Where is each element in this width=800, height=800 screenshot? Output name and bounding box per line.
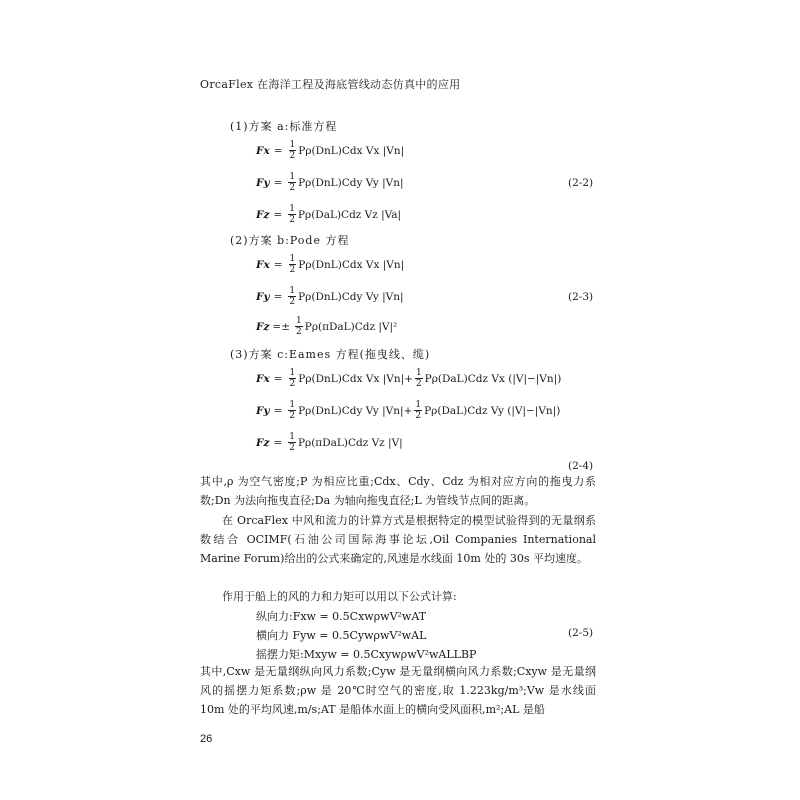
scheme-b-label: (2)方案 b:Pode 方程 [230, 234, 350, 247]
eq-rhs: Pρ(DnL)Cdy Vy |Vn| [298, 290, 404, 303]
eq-lhs: Fx [256, 258, 270, 271]
eq-rhs: Pρ(DnL)Cdx Vx |Vn| [298, 144, 405, 157]
scheme-a-label: (1)方案 a:标准方程 [230, 120, 338, 133]
eq-equals: = [273, 208, 283, 221]
paragraph-coefficients: 其中,Cxw 是无量纲纵向风力系数;Cyw 是无量纲横向风力系数;Cxyw 是无量纲风的摇摆力矩系数;ρw 是 20℃时空气的密度,取 1.223kg/m³;Vw 是水线面 10m 处的平均风速,m/s;AT 是船体水面上的横向受风面积,m²;AL 是船 [200, 665, 596, 716]
half-fraction: $\frac{1}{2}$ [289, 432, 295, 453]
paragraph-ship-forces-intro: 作用于船上的风的力和力矩可以用以下公式计算: [222, 590, 457, 603]
eq-equals: = [273, 258, 283, 271]
paragraph-orcaflex-method: 在 OrcaFlex 中风和流力的计算方式是根据特定的模型试验得到的无量纲系数结合 OCIMF(石油公司国际海事论坛,Oil Companies International Marine Forum)给出的公式来确定的,风速是水线面 10m 处的 30s 平均速度。 [200, 514, 596, 565]
eq-rhs: Pρ(DaL)Cdz Vz |Va| [297, 208, 402, 221]
half-fraction: $\frac{1}{2}$ [289, 140, 296, 161]
equation-c-y [256, 400, 560, 421]
equation-c-x [256, 368, 561, 389]
equation-c-z [256, 432, 403, 453]
half-fraction: $\frac{1}{2}$ [296, 316, 302, 337]
eq-equals: = [273, 290, 283, 303]
eq-rhs: Pρ(πDaL)Cdz |V|² [304, 320, 398, 333]
eqno-2-3: (2-3) [568, 291, 594, 303]
equation-a-y [256, 172, 404, 193]
half-fraction: $\frac{1}{2}$ [289, 204, 295, 225]
moment-yaw: 摇摆力矩:Mxyw = 0.5CxywρwV²wALLBP [256, 648, 477, 661]
eqno-2-4: (2-4) [568, 460, 594, 472]
eq-rhs-part2: Pρ(DaL)Cdz Vx (|V|−|Vn|) [424, 372, 562, 385]
half-fraction: $\frac{1}{2}$ [289, 368, 296, 389]
eq-equals: = [273, 144, 283, 157]
eqno-2-2: (2-2) [568, 177, 594, 189]
eq-equals: = [273, 372, 283, 385]
eq-lhs: Fz [256, 208, 270, 221]
eq-rhs-part1: Pρ(DnL)Cdy Vy |Vn|+ [298, 404, 413, 417]
half-fraction: $\frac{1}{2}$ [289, 254, 296, 275]
eq-lhs: Fz [256, 436, 270, 449]
paragraph-symbols: 其中,ρ 为空气密度;P 为相应比重;Cdx、Cdy、Cdz 为相对应方向的拖曳力系数;Dn 为法向拖曳直径;Da 为轴向拖曳直径;L 为管线节点间的距离。 [200, 475, 596, 507]
eq-equals: = [273, 404, 283, 417]
equation-b-x [256, 254, 404, 275]
eq-lhs: Fy [256, 404, 270, 417]
eq-equals: = [273, 436, 283, 449]
eq-rhs-part2: Pρ(DaL)Cdz Vy (|V|−|Vn|) [424, 404, 561, 417]
half-fraction: $\frac{1}{2}$ [289, 172, 296, 193]
scheme-c-label: (3)方案 c:Eames 方程(拖曳线、缆) [230, 348, 431, 361]
eq-plus-minus: =± [272, 320, 291, 333]
half-fraction: $\frac{1}{2}$ [289, 286, 296, 307]
force-lateral: 横向力 Fyw = 0.5CywρwV²wAL [256, 629, 427, 642]
eq-rhs: Pρ(πDaL)Cdz Vz |V| [297, 436, 403, 449]
eq-rhs: Pρ(DnL)Cdx Vx |Vn| [298, 258, 405, 271]
eq-lhs: Fx [256, 372, 270, 385]
force-longitudinal: 纵向力:Fxw = 0.5CxwρwV²wAT [256, 610, 427, 623]
half-fraction: $\frac{1}{2}$ [289, 400, 296, 421]
eq-rhs: Pρ(DnL)Cdy Vy |Vn| [298, 176, 404, 189]
equation-b-z [256, 316, 397, 337]
eq-lhs: Fy [256, 176, 270, 189]
equation-a-z [256, 204, 401, 225]
eq-equals: = [273, 176, 283, 189]
eq-lhs: Fx [256, 144, 270, 157]
equation-a-x [256, 140, 404, 161]
half-fraction: $\frac{1}{2}$ [415, 368, 422, 389]
running-head: OrcaFlex 在海洋工程及海底管线动态仿真中的应用 [200, 78, 461, 91]
page-number: 26 [200, 733, 213, 745]
eqno-2-5: (2-5) [568, 627, 594, 639]
eq-lhs: Fz [256, 320, 270, 333]
equation-b-y [256, 286, 404, 307]
eq-rhs-part1: Pρ(DnL)Cdx Vx |Vn|+ [298, 372, 413, 385]
eq-lhs: Fy [256, 290, 270, 303]
half-fraction: $\frac{1}{2}$ [415, 400, 422, 421]
